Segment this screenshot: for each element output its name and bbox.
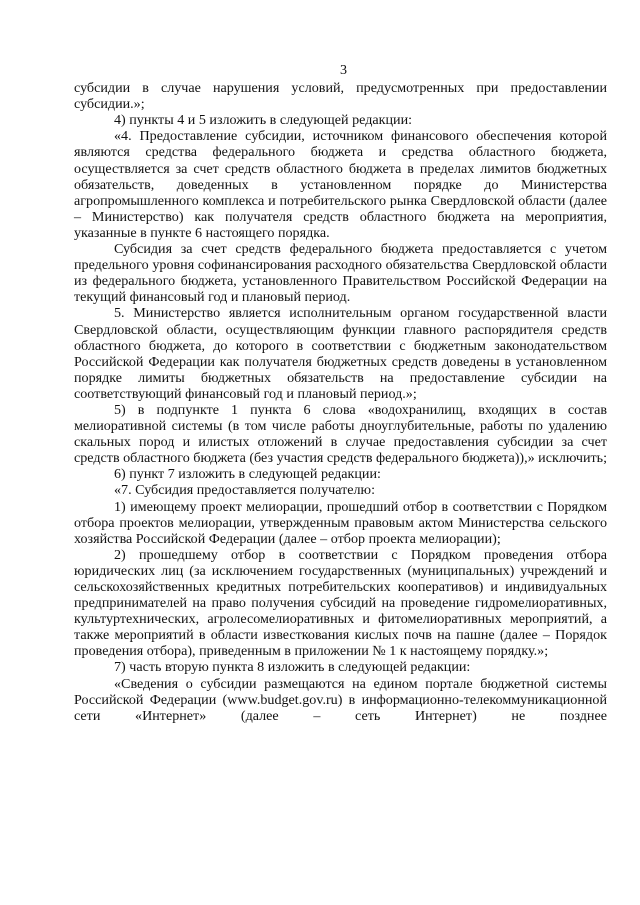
paragraph-clause-7: «7. Субсидия предоставляется получателю: — [114, 482, 375, 499]
document-body — [74, 80, 607, 724]
paragraph-continuation: субсидии в случае нарушения условий, предусмотренных при предоставлении субсидии.»; — [74, 80, 607, 113]
paragraph-item-7-intro: 7) часть вторую пункта 8 изложить в следующей редакции: — [114, 659, 471, 676]
document-page — [74, 62, 607, 724]
paragraph-item-4-intro: 4) пункты 4 и 5 изложить в следующей редакции: — [114, 112, 413, 129]
paragraph-clause-8-part-2: «Сведения о субсидии размещаются на едином портале бюджетной системы Российской Федерации (www.budget.gov.ru) в информационно-телекоммуникационной сети «Интернет» (далее – сеть Интернет) не позднее — [74, 675, 607, 724]
paragraph-clause-7-sub-1: 1) имеющему проект мелиорации, прошедший отбор в соответствии с Порядком отбора проектов мелиорации, утвержденным правовым актом Министерства сельского хозяйства Российской Федерации (далее – отбор проекта мелиорации); — [74, 498, 607, 547]
page-number: 3 — [339, 62, 348, 78]
paragraph-clause-4: «4. Предоставление субсидии, источником финансового обеспечения которой являются средства федерального бюджета и средства областного бюджета, осуществляется за счет средств областного бюджета в пределах лимитов бюджетных обязательств, доведенных в установленном порядке до Министерства агропромышленного комплекса и потребительского рынка Свердловской области (далее – Министерство) как получателя средств областного бюджета на мероприятия, указанные в пункте 6 настоящего порядка. — [74, 128, 607, 241]
paragraph-item-6-intro: 6) пункт 7 изложить в следующей редакции: — [114, 466, 381, 483]
paragraph-clause-5: 5. Министерство является исполнительным органом государственной власти Свердловской области, осуществляющим функции главного распорядителя средств областного бюджета, до которого в соответствии с бюджетным законодательством Российской Федерации как получателя бюджетных средств доведены в установленном порядке лимиты бюджетных обязательств на предоставление субсидии на соответствующий финансовый год и плановый период.»; — [74, 305, 607, 402]
paragraph-clause-7-sub-2: 2) прошедшему отбор в соответствии с Порядком проведения отбора юридических лиц (за исключением государственных (муниципальных) учреждений и сельскохозяйственных кредитных потребительских кооперативов) и индивидуальных предпринимателей на право получения субсидий на проведение гидромелиоративных, культуртехнических, агролесомелиоративных и фитомелиоративных мероприятий, а также мероприятий в области известкования кислых почв на пашне (далее – Порядок проведения отбора), приведенным в приложении № 1 к настоящему порядку.»; — [74, 546, 607, 660]
paragraph-item-5: 5) в подпункте 1 пункта 6 слова «водохранилищ, входящих в состав мелиоративной системы (в том числе работы дноуглубительные, работы по удалению скальных пород и илистых отложений в случае предоставления субсидии за счет средств областного бюджета (без участия средств федерального бюджета)),» исключить; — [74, 401, 607, 467]
paragraph-federal-subsidy: Субсидия за счет средств федерального бюджета предоставляется с учетом предельного уровня софинансирования расходного обязательства Свердловской области из федерального бюджета, установленного Правительством Российской Федерации на текущий финансовый год и плановый период. — [74, 241, 607, 306]
